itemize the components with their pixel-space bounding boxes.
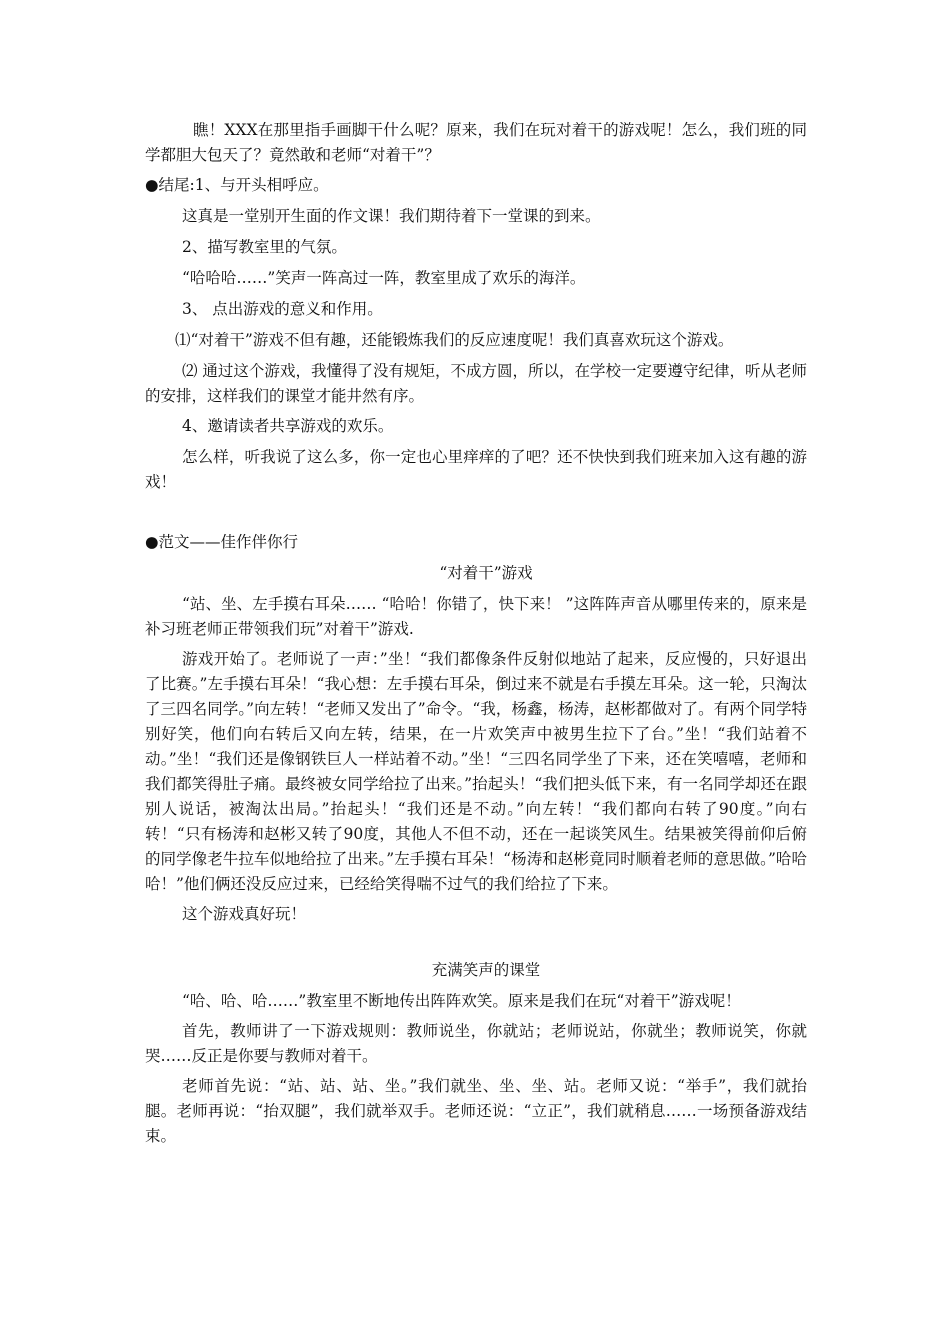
essay-1-title: “对着干”游戏 — [439, 564, 533, 582]
ending-example-4: 怎么样，听我说了这么多，你一定也心里痒痒的了吧？还不快快到我们班来加入这有趣的游戏！ — [145, 448, 807, 491]
document-page — [145, 118, 807, 1154]
ending-point-4: 4、邀请读者共享游戏的欢乐。 — [182, 417, 394, 435]
section-spacer — [145, 932, 807, 958]
ending-example-3a: ⑴“对着干”游戏不但有趣，还能锻炼我们的反应速度呢！我们真喜欢玩这个游戏。 — [175, 331, 734, 349]
intro-paragraph: 瞧！XXX在那里指手画脚干什么呢？原来，我们在玩对着干的游戏呢！怎么，我们班的同学都胆大包天了？竟然敢和老师“对着干”？ — [145, 121, 807, 164]
ending-example-3b: ⑵ 通过这个游戏，我懂得了没有规矩，不成方圆，所以，在学校一定要遵守纪律，听从老师的安排，这样我们的课堂才能井然有序。 — [145, 362, 807, 405]
samples-heading: ●范文——佳作伴你行 — [145, 533, 299, 551]
section-spacer — [145, 500, 807, 530]
essay-2-paragraph: 老师首先说：“站、站、站、坐。”我们就坐、坐、坐、站。老师又说：“举手”，我们就抬腿。老师再说：“抬双腿”，我们就举双手。老师还说：“立正”，我们就稍息……一场预备游戏结束。 — [145, 1077, 807, 1145]
ending-example-2: “哈哈哈……”笑声一阵高过一阵，教室里成了欢乐的海洋。 — [182, 269, 586, 287]
ending-example-1: 这真是一堂别开生面的作文课！我们期待着下一堂课的到来。 — [182, 207, 601, 225]
essay-2-paragraph: “哈、哈、哈……”教室里不断地传出阵阵欢笑。原来是我们在玩“对着干”游戏呢！ — [182, 992, 741, 1010]
ending-point-2: 2、描写教室里的气氛。 — [182, 238, 347, 256]
ending-heading: ●结尾:1、与开头相呼应。 — [145, 176, 329, 194]
ending-point-3: 3、 点出游戏的意义和作用。 — [182, 300, 383, 318]
essay-1-paragraph: 这个游戏真好玩！ — [182, 905, 307, 923]
essay-2-title: 充满笑声的课堂 — [431, 961, 541, 979]
essay-1-paragraph: “站、坐、左手摸右耳朵…… “哈哈！你错了，快下来！ ”这阵阵声音从哪里传来的，原来是补习班老师正带领我们玩”对着干”游戏. — [145, 595, 807, 638]
essay-2-paragraph: 首先，教师讲了一下游戏规则：教师说坐，你就站；老师说站，你就坐；教师说笑，你就哭……反正是你要与教师对着干。 — [145, 1022, 807, 1065]
essay-1-paragraph: 游戏开始了。老师说了一声：”坐！“我们都像条件反射似地站了起来，反应慢的，只好退出了比赛。”左手摸右耳朵！“我心想：左手摸右耳朵，倒过来不就是右手摸左耳朵。这一轮，只淘汰了三四名同学。”向左转！“老师又发出了”命令。“我，杨鑫，杨涛，赵彬都做对了。有两个同学特别好笑，他们向右转后又向左转，结果，在一片欢笑声中被男生拉下了台。”坐！“我们站着不动。”坐！“我们还是像钢铁巨人一样站着不动。”坐！“三四名同学坐了下来，还在笑嘻嘻，老师和我们都笑得肚子痛。最终被女同学给拉了出来。”抬起头！“我们把头低下来，有一名同学却还在跟别人说话，被淘汰出局。”抬起头！“我们还是不动。”向左转！“我们都向右转了90度。”向右转！“只有杨涛和赵彬又转了90度，其他人不但不动，还在一起谈笑风生。结果被笑得前仰后俯的同学像老牛拉车似地给拉了出来。”左手摸右耳朵！“杨涛和赵彬竟同时顺着老师的意思做。”哈哈哈！”他们俩还没反应过来，已经给笑得喘不过气的我们给拉了下来。 — [145, 650, 807, 893]
